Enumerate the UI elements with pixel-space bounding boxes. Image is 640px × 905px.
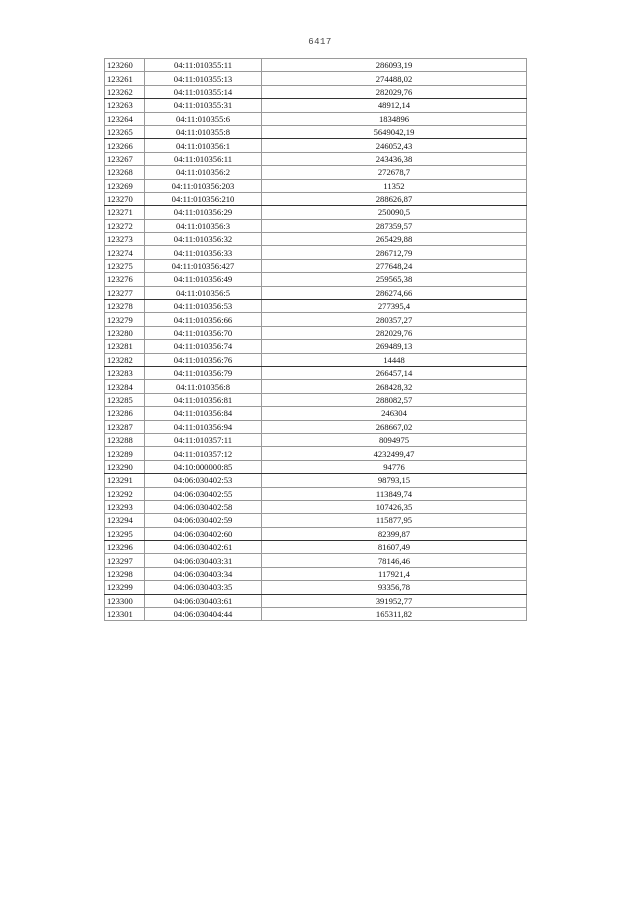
cadastral-code-cell: 04:11:010355:11 <box>145 59 262 72</box>
amount-cell: 286712,79 <box>262 246 527 259</box>
table-row <box>105 179 527 192</box>
table-row <box>105 259 527 272</box>
row-number-cell: 123271 <box>105 206 145 219</box>
amount-cell: 246052,43 <box>262 139 527 152</box>
row-number-cell: 123283 <box>105 366 145 379</box>
cadastral-code-cell: 04:11:010356:70 <box>145 326 262 339</box>
row-number-cell: 123265 <box>105 125 145 138</box>
cadastral-code-cell: 04:06:030402:61 <box>145 541 262 554</box>
table-row <box>105 407 527 420</box>
cadastral-code-cell: 04:11:010356:1 <box>145 139 262 152</box>
cadastral-code-cell: 04:11:010356:79 <box>145 366 262 379</box>
table-row <box>105 286 527 299</box>
row-number-cell: 123297 <box>105 554 145 567</box>
table-row <box>105 514 527 527</box>
amount-cell: 282029,76 <box>262 85 527 98</box>
row-number-cell: 123294 <box>105 514 145 527</box>
amount-cell: 277648,24 <box>262 259 527 272</box>
table-row <box>105 567 527 580</box>
cadastral-code-cell: 04:06:030403:31 <box>145 554 262 567</box>
cadastral-code-cell: 04:11:010355:6 <box>145 112 262 125</box>
amount-cell: 165311,82 <box>262 608 527 621</box>
table-row <box>105 527 527 540</box>
cadastral-code-cell: 04:11:010355:31 <box>145 99 262 112</box>
cadastral-code-cell: 04:06:030402:58 <box>145 500 262 513</box>
row-number-cell: 123284 <box>105 380 145 393</box>
cadastral-code-cell: 04:06:030402:55 <box>145 487 262 500</box>
table-row <box>105 246 527 259</box>
row-number-cell: 123280 <box>105 326 145 339</box>
table-row <box>105 139 527 152</box>
cadastral-code-cell: 04:11:010355:13 <box>145 72 262 85</box>
row-number-cell: 123268 <box>105 166 145 179</box>
table-row <box>105 420 527 433</box>
row-number-cell: 123299 <box>105 581 145 594</box>
amount-cell: 274488,02 <box>262 72 527 85</box>
row-number-cell: 123288 <box>105 433 145 446</box>
table-row <box>105 608 527 621</box>
cadastral-code-cell: 04:06:030403:61 <box>145 594 262 607</box>
table-row <box>105 353 527 366</box>
amount-cell: 268667,02 <box>262 420 527 433</box>
amount-cell: 277395,4 <box>262 300 527 313</box>
table-row <box>105 366 527 379</box>
cadastral-code-cell: 04:06:030402:59 <box>145 514 262 527</box>
amount-cell: 93356,78 <box>262 581 527 594</box>
row-number-cell: 123261 <box>105 72 145 85</box>
row-number-cell: 123291 <box>105 474 145 487</box>
table-row <box>105 594 527 607</box>
cadastral-code-cell: 04:11:010356:33 <box>145 246 262 259</box>
row-number-cell: 123272 <box>105 219 145 232</box>
row-number-cell: 123289 <box>105 447 145 460</box>
row-number-cell: 123301 <box>105 608 145 621</box>
amount-cell: 265429,88 <box>262 233 527 246</box>
row-number-cell: 123269 <box>105 179 145 192</box>
table-row <box>105 554 527 567</box>
row-number-cell: 123287 <box>105 420 145 433</box>
row-number-cell: 123274 <box>105 246 145 259</box>
table-row <box>105 85 527 98</box>
amount-cell: 286093,19 <box>262 59 527 72</box>
records-table-body <box>105 59 527 621</box>
table-row <box>105 152 527 165</box>
cadastral-code-cell: 04:11:010356:8 <box>145 380 262 393</box>
records-table <box>104 58 527 621</box>
table-row <box>105 99 527 112</box>
cadastral-code-cell: 04:11:010356:66 <box>145 313 262 326</box>
amount-cell: 8094975 <box>262 433 527 446</box>
row-number-cell: 123270 <box>105 192 145 205</box>
amount-cell: 78146,46 <box>262 554 527 567</box>
cadastral-code-cell: 04:11:010356:32 <box>145 233 262 246</box>
row-number-cell: 123273 <box>105 233 145 246</box>
row-number-cell: 123276 <box>105 273 145 286</box>
row-number-cell: 123282 <box>105 353 145 366</box>
amount-cell: 82399,87 <box>262 527 527 540</box>
row-number-cell: 123286 <box>105 407 145 420</box>
cadastral-code-cell: 04:11:010355:14 <box>145 85 262 98</box>
cadastral-code-cell: 04:10:000000:85 <box>145 460 262 473</box>
amount-cell: 391952,77 <box>262 594 527 607</box>
table-row <box>105 233 527 246</box>
cadastral-code-cell: 04:11:010356:5 <box>145 286 262 299</box>
cadastral-code-cell: 04:11:010356:49 <box>145 273 262 286</box>
amount-cell: 280357,27 <box>262 313 527 326</box>
row-number-cell: 123278 <box>105 300 145 313</box>
cadastral-code-cell: 04:11:010356:84 <box>145 407 262 420</box>
table-row <box>105 500 527 513</box>
cadastral-code-cell: 04:11:010356:203 <box>145 179 262 192</box>
amount-cell: 250090,5 <box>262 206 527 219</box>
amount-cell: 98793,15 <box>262 474 527 487</box>
table-row <box>105 326 527 339</box>
amount-cell: 243436,38 <box>262 152 527 165</box>
row-number-cell: 123264 <box>105 112 145 125</box>
row-number-cell: 123281 <box>105 340 145 353</box>
table-row <box>105 581 527 594</box>
cadastral-code-cell: 04:11:010356:2 <box>145 166 262 179</box>
row-number-cell: 123262 <box>105 85 145 98</box>
cadastral-code-cell: 04:11:010356:53 <box>145 300 262 313</box>
table-row <box>105 273 527 286</box>
amount-cell: 117921,4 <box>262 567 527 580</box>
cadastral-code-cell: 04:06:030403:34 <box>145 567 262 580</box>
amount-cell: 14448 <box>262 353 527 366</box>
cadastral-code-cell: 04:11:010356:11 <box>145 152 262 165</box>
row-number-cell: 123277 <box>105 286 145 299</box>
amount-cell: 287359,57 <box>262 219 527 232</box>
amount-cell: 5649042,19 <box>262 125 527 138</box>
table-row <box>105 72 527 85</box>
row-number-cell: 123285 <box>105 393 145 406</box>
cadastral-code-cell: 04:06:030404:44 <box>145 608 262 621</box>
cadastral-code-cell: 04:11:010356:76 <box>145 353 262 366</box>
amount-cell: 107426,35 <box>262 500 527 513</box>
row-number-cell: 123290 <box>105 460 145 473</box>
amount-cell: 266457,14 <box>262 366 527 379</box>
row-number-cell: 123293 <box>105 500 145 513</box>
table-row <box>105 460 527 473</box>
table-row <box>105 300 527 313</box>
cadastral-code-cell: 04:11:010355:8 <box>145 125 262 138</box>
cadastral-code-cell: 04:11:010356:427 <box>145 259 262 272</box>
table-row <box>105 340 527 353</box>
table-row <box>105 112 527 125</box>
row-number-cell: 123267 <box>105 152 145 165</box>
table-row <box>105 487 527 500</box>
table-row <box>105 474 527 487</box>
row-number-cell: 123295 <box>105 527 145 540</box>
cadastral-code-cell: 04:11:010356:94 <box>145 420 262 433</box>
row-number-cell: 123279 <box>105 313 145 326</box>
amount-cell: 282029,76 <box>262 326 527 339</box>
row-number-cell: 123260 <box>105 59 145 72</box>
cadastral-code-cell: 04:11:010356:29 <box>145 206 262 219</box>
row-number-cell: 123292 <box>105 487 145 500</box>
cadastral-code-cell: 04:11:010356:74 <box>145 340 262 353</box>
amount-cell: 48912,14 <box>262 99 527 112</box>
cadastral-code-cell: 04:11:010357:12 <box>145 447 262 460</box>
cadastral-code-cell: 04:11:010356:3 <box>145 219 262 232</box>
amount-cell: 268428,32 <box>262 380 527 393</box>
page-number: 6417 <box>308 37 332 47</box>
table-row <box>105 393 527 406</box>
row-number-cell: 123300 <box>105 594 145 607</box>
table-row <box>105 313 527 326</box>
amount-cell: 246304 <box>262 407 527 420</box>
row-number-cell: 123296 <box>105 541 145 554</box>
row-number-cell: 123266 <box>105 139 145 152</box>
row-number-cell: 123263 <box>105 99 145 112</box>
amount-cell: 1834896 <box>262 112 527 125</box>
amount-cell: 113849,74 <box>262 487 527 500</box>
table-row <box>105 166 527 179</box>
table-row <box>105 541 527 554</box>
amount-cell: 115877,95 <box>262 514 527 527</box>
cadastral-code-cell: 04:06:030403:35 <box>145 581 262 594</box>
amount-cell: 81607,49 <box>262 541 527 554</box>
table-row <box>105 433 527 446</box>
cadastral-code-cell: 04:11:010357:11 <box>145 433 262 446</box>
table-row <box>105 219 527 232</box>
cadastral-code-cell: 04:06:030402:53 <box>145 474 262 487</box>
table-row <box>105 125 527 138</box>
cadastral-code-cell: 04:06:030402:60 <box>145 527 262 540</box>
amount-cell: 286274,66 <box>262 286 527 299</box>
table-row <box>105 380 527 393</box>
amount-cell: 4232499,47 <box>262 447 527 460</box>
amount-cell: 288082,57 <box>262 393 527 406</box>
amount-cell: 269489,13 <box>262 340 527 353</box>
table-row <box>105 447 527 460</box>
table-row <box>105 59 527 72</box>
amount-cell: 94776 <box>262 460 527 473</box>
amount-cell: 259565,38 <box>262 273 527 286</box>
row-number-cell: 123298 <box>105 567 145 580</box>
row-number-cell: 123275 <box>105 259 145 272</box>
amount-cell: 288626,87 <box>262 192 527 205</box>
cadastral-code-cell: 04:11:010356:210 <box>145 192 262 205</box>
amount-cell: 272678,7 <box>262 166 527 179</box>
cadastral-code-cell: 04:11:010356:81 <box>145 393 262 406</box>
table-row <box>105 192 527 205</box>
amount-cell: 11352 <box>262 179 527 192</box>
table-row <box>105 206 527 219</box>
